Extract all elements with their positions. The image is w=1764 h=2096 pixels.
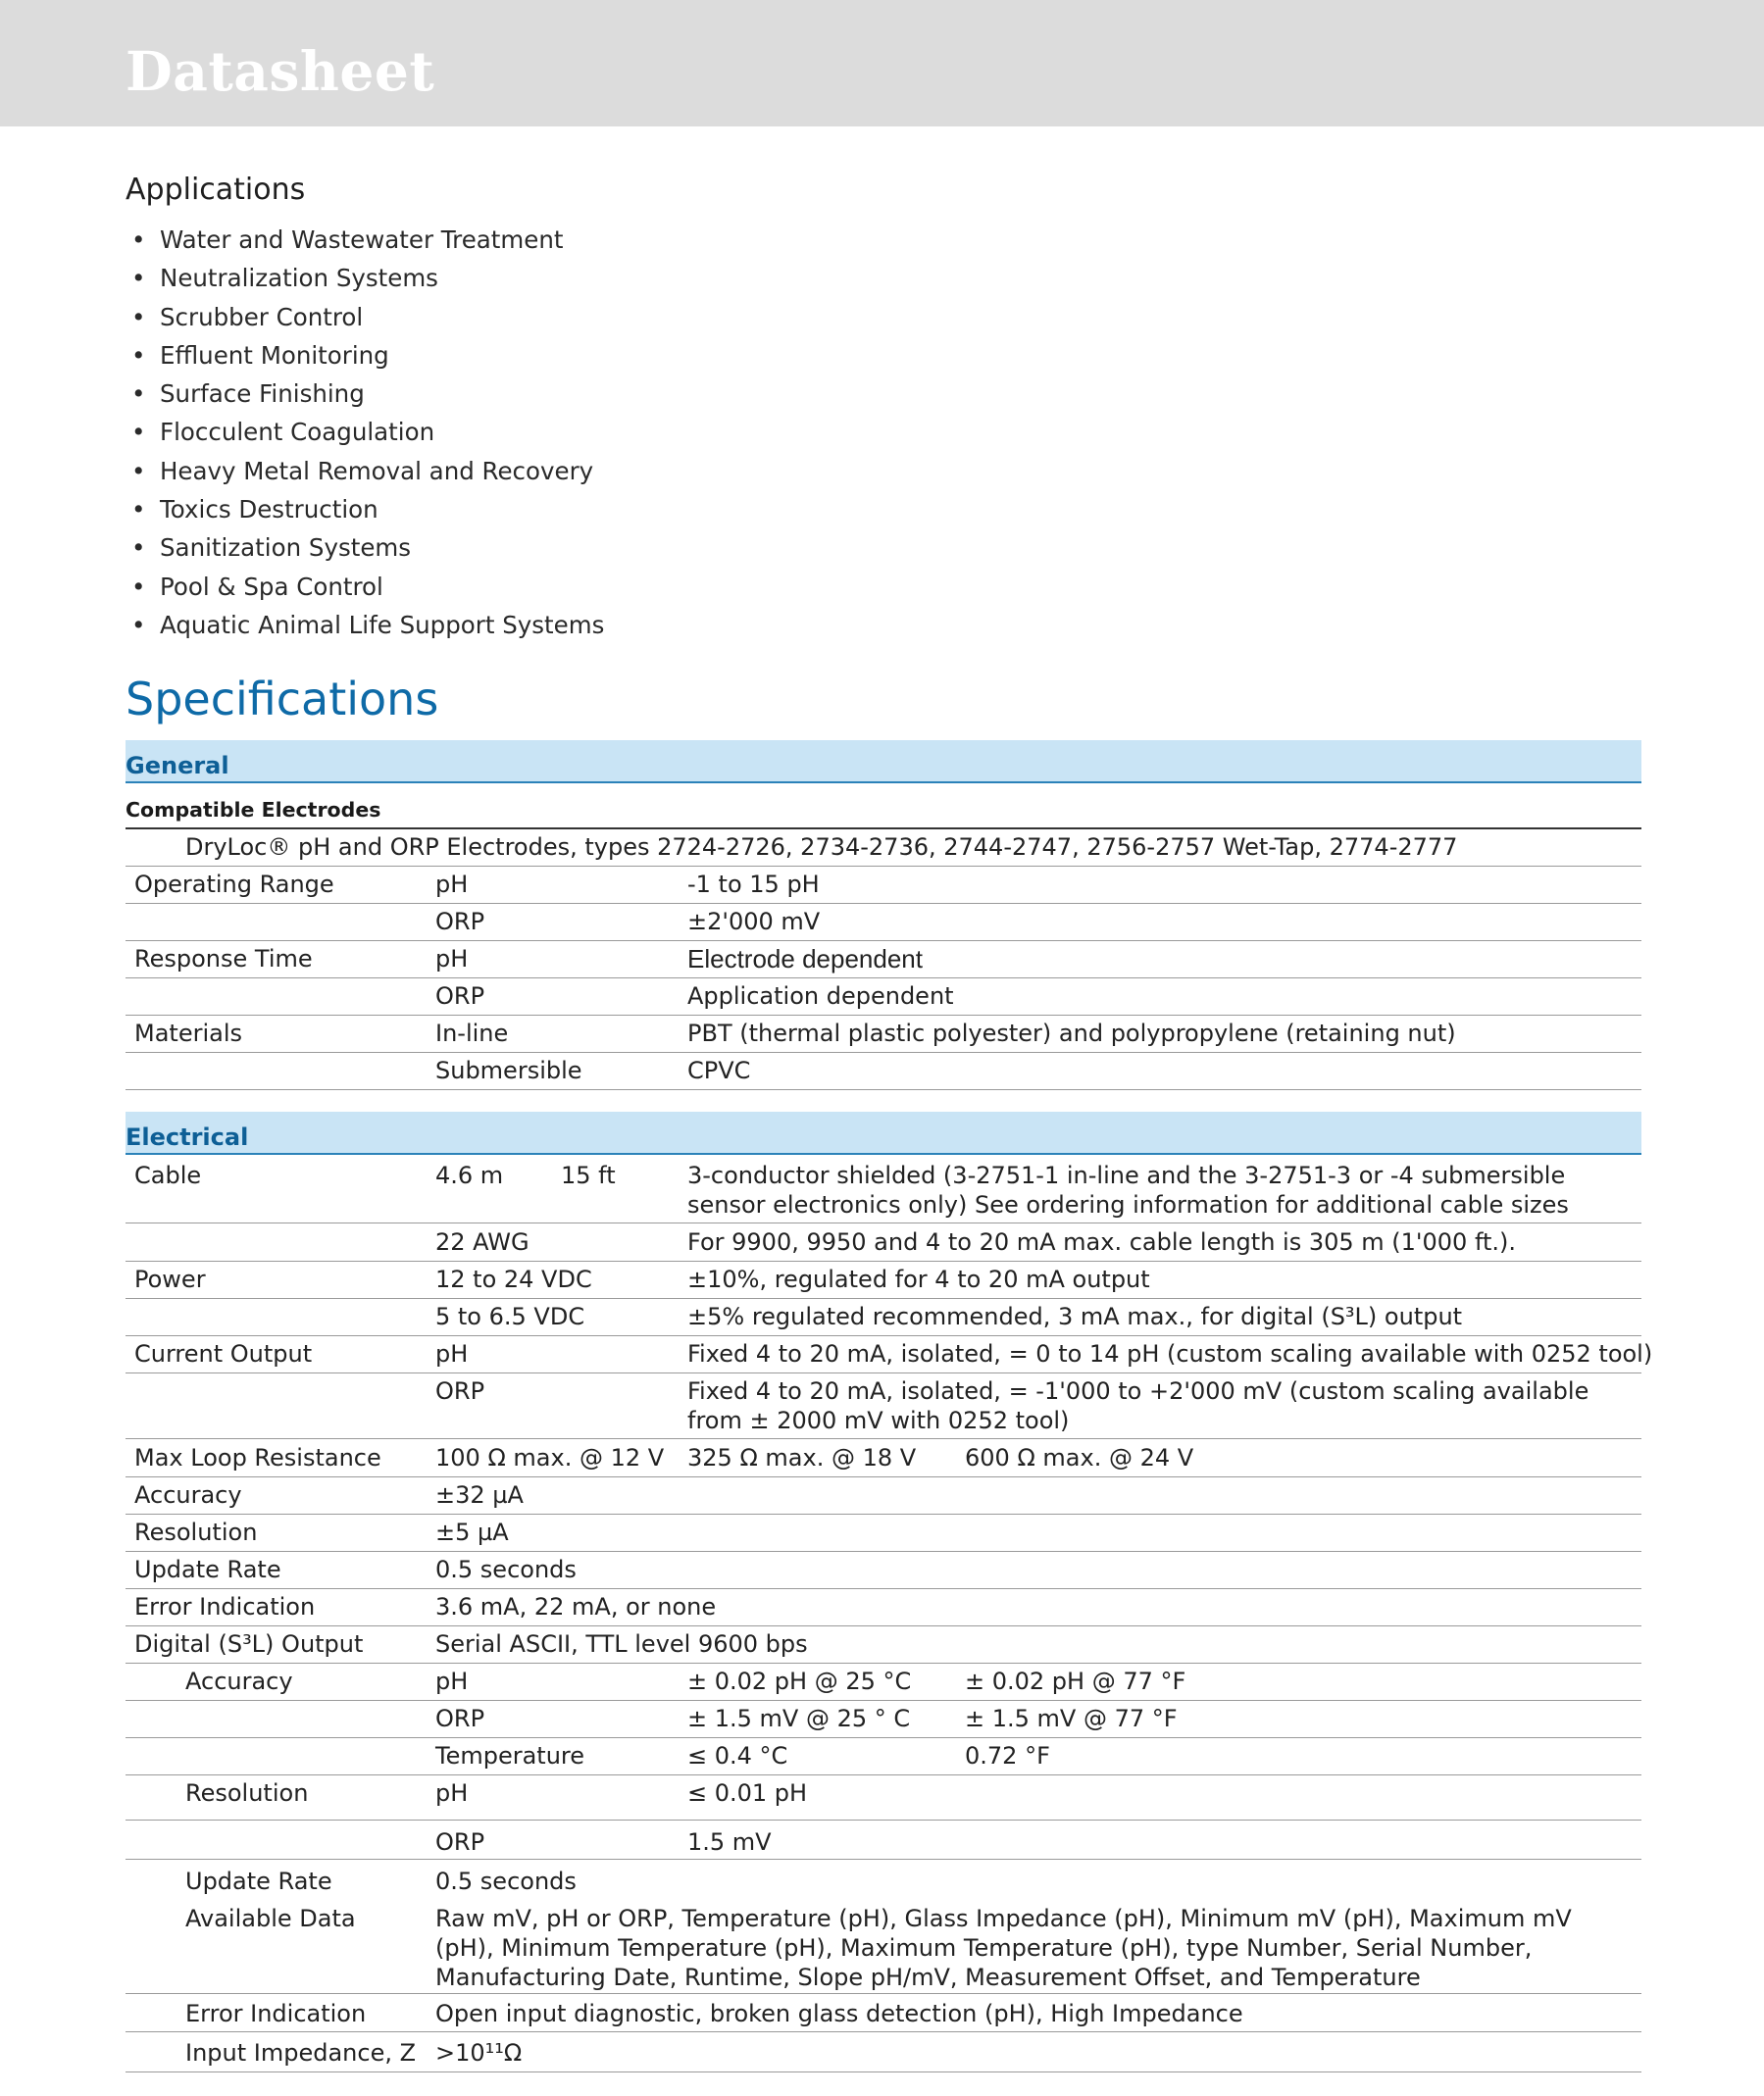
- table-row: Submersible CPVC: [126, 1056, 1641, 1090]
- list-item: • Toxics Destruction: [126, 492, 604, 530]
- bullet-icon: •: [131, 533, 146, 563]
- table-row: Cable 4.6 m 15 ft 3-conductor shielded (3-2751-1 in-line and the 3-2751-3 or -4 submersible sensor electronics only) See ordering information for additional cable sizes: [126, 1161, 1641, 1223]
- section-header-general: General: [126, 740, 1641, 783]
- list-item: • Flocculent Coagulation: [126, 415, 604, 453]
- compatible-electrodes-value: DryLoc® pH and ORP Electrodes, types 2724-2726, 2734-2736, 2744-2747, 2756-2757 Wet-Tap, 2774-2777: [185, 833, 1458, 861]
- table-row: Error Indication 3.6 mA, 22 mA, or none: [126, 1592, 1641, 1626]
- table-row: Update Rate 0.5 seconds: [126, 1555, 1641, 1589]
- list-item: • Pool & Spa Control: [126, 570, 604, 608]
- table-row: ORP Fixed 4 to 20 mA, isolated, = -1'000 to +2'000 mV (custom scaling available from ± 2000 mV with 0252 tool): [126, 1376, 1641, 1439]
- table-row: [126, 832, 1641, 867]
- bullet-icon: •: [131, 302, 146, 331]
- bullet-icon: •: [131, 418, 146, 447]
- list-item: • Sanitization Systems: [126, 530, 604, 569]
- bullet-icon: •: [131, 495, 146, 524]
- header-banner: [0, 0, 1764, 126]
- bullet-icon: •: [131, 340, 146, 370]
- bullet-icon: •: [131, 264, 146, 293]
- list-item: • Neutralization Systems: [126, 261, 604, 299]
- table-row: Max Loop Resistance 100 Ω max. @ 12 V 325 Ω max. @ 18 V 600 Ω max. @ 24 V: [126, 1443, 1641, 1477]
- table-row: Temperature ≤ 0.4 °C 0.72 °F: [126, 1741, 1641, 1775]
- table-row: Materials In-line PBT (thermal plastic polyester) and polypropylene (retaining nut): [126, 1019, 1641, 1053]
- table-row: ORP 1.5 mV: [435, 1828, 772, 1856]
- list-item: • Surface Finishing: [126, 376, 604, 415]
- table-row: 5 to 6.5 VDC ±5% regulated recommended, 3 mA max., for digital (S³L) output: [126, 1302, 1641, 1336]
- table-row: Resolution ±5 µA: [126, 1518, 1641, 1552]
- table-row: Input Impedance, Z >10¹¹Ω: [126, 2035, 1641, 2072]
- table-row: ORP ± 1.5 mV @ 25 ° C ± 1.5 mV @ 77 °F: [126, 1704, 1641, 1738]
- page-title: Datasheet: [126, 39, 435, 103]
- list-item: • Effluent Monitoring: [126, 338, 604, 376]
- row-divider: [126, 1858, 1641, 1860]
- specifications-heading: Specifications: [126, 673, 439, 725]
- list-item: • Heavy Metal Removal and Recovery: [126, 454, 604, 492]
- table-row: Resolution pH ≤ 0.01 pH: [126, 1778, 1641, 1821]
- list-item: • Water and Wastewater Treatment: [126, 223, 604, 261]
- table-row: Response Time pH Electrode dependent: [126, 944, 1641, 978]
- list-item: • Aquatic Animal Life Support Systems: [126, 608, 604, 646]
- row-divider: [126, 1992, 1641, 1994]
- table-row: Digital (S³L) Output Serial ASCII, TTL level 9600 bps: [126, 1629, 1641, 1664]
- table-row: Operating Range pH -1 to 15 pH: [126, 870, 1641, 904]
- bullet-icon: •: [131, 610, 146, 639]
- bullet-icon: •: [131, 225, 146, 254]
- table-row: 22 AWG For 9900, 9950 and 4 to 20 mA max. cable length is 305 m (1'000 ft.).: [126, 1227, 1641, 1262]
- list-item: • Scrubber Control: [126, 300, 604, 338]
- table-row: Update Rate 0.5 seconds: [185, 1868, 577, 1895]
- applications-list: [126, 223, 604, 646]
- bullet-icon: •: [131, 456, 146, 485]
- section-header-electrical: Electrical: [126, 1112, 1641, 1155]
- compatible-electrodes-label: Compatible Electrodes: [126, 798, 1641, 829]
- table-row: Error Indication Open input diagnostic, broken glass detection (pH), High Impedance: [126, 1997, 1641, 2032]
- applications-heading: Applications: [126, 173, 306, 207]
- bullet-icon: •: [131, 572, 146, 601]
- table-row: Available Data Raw mV, pH or ORP, Temperature (pH), Glass Impedance (pH), Minimum mV (pH), Maximum mV (pH), Minimum Temperature (pH), Maximum Temperature (pH), type Number, Serial Number, Manufacturing Date, Runtime, Slope pH/mV, Measurement Offset, and Temperature: [185, 1905, 1572, 1991]
- table-row: Accuracy pH ± 0.02 pH @ 25 °C ± 0.02 pH @ 77 °F: [126, 1667, 1641, 1701]
- table-row: Accuracy ±32 µA: [126, 1480, 1641, 1515]
- bullet-icon: •: [131, 379, 146, 409]
- table-row: Current Output pH Fixed 4 to 20 mA, isolated, = 0 to 14 pH (custom scaling available with 0252 tool): [126, 1339, 1641, 1373]
- table-row: Power 12 to 24 VDC ±10%, regulated for 4 to 20 mA output: [126, 1265, 1641, 1299]
- table-row: ORP Application dependent: [126, 981, 1641, 1016]
- table-row: ORP ±2'000 mV: [126, 907, 1641, 941]
